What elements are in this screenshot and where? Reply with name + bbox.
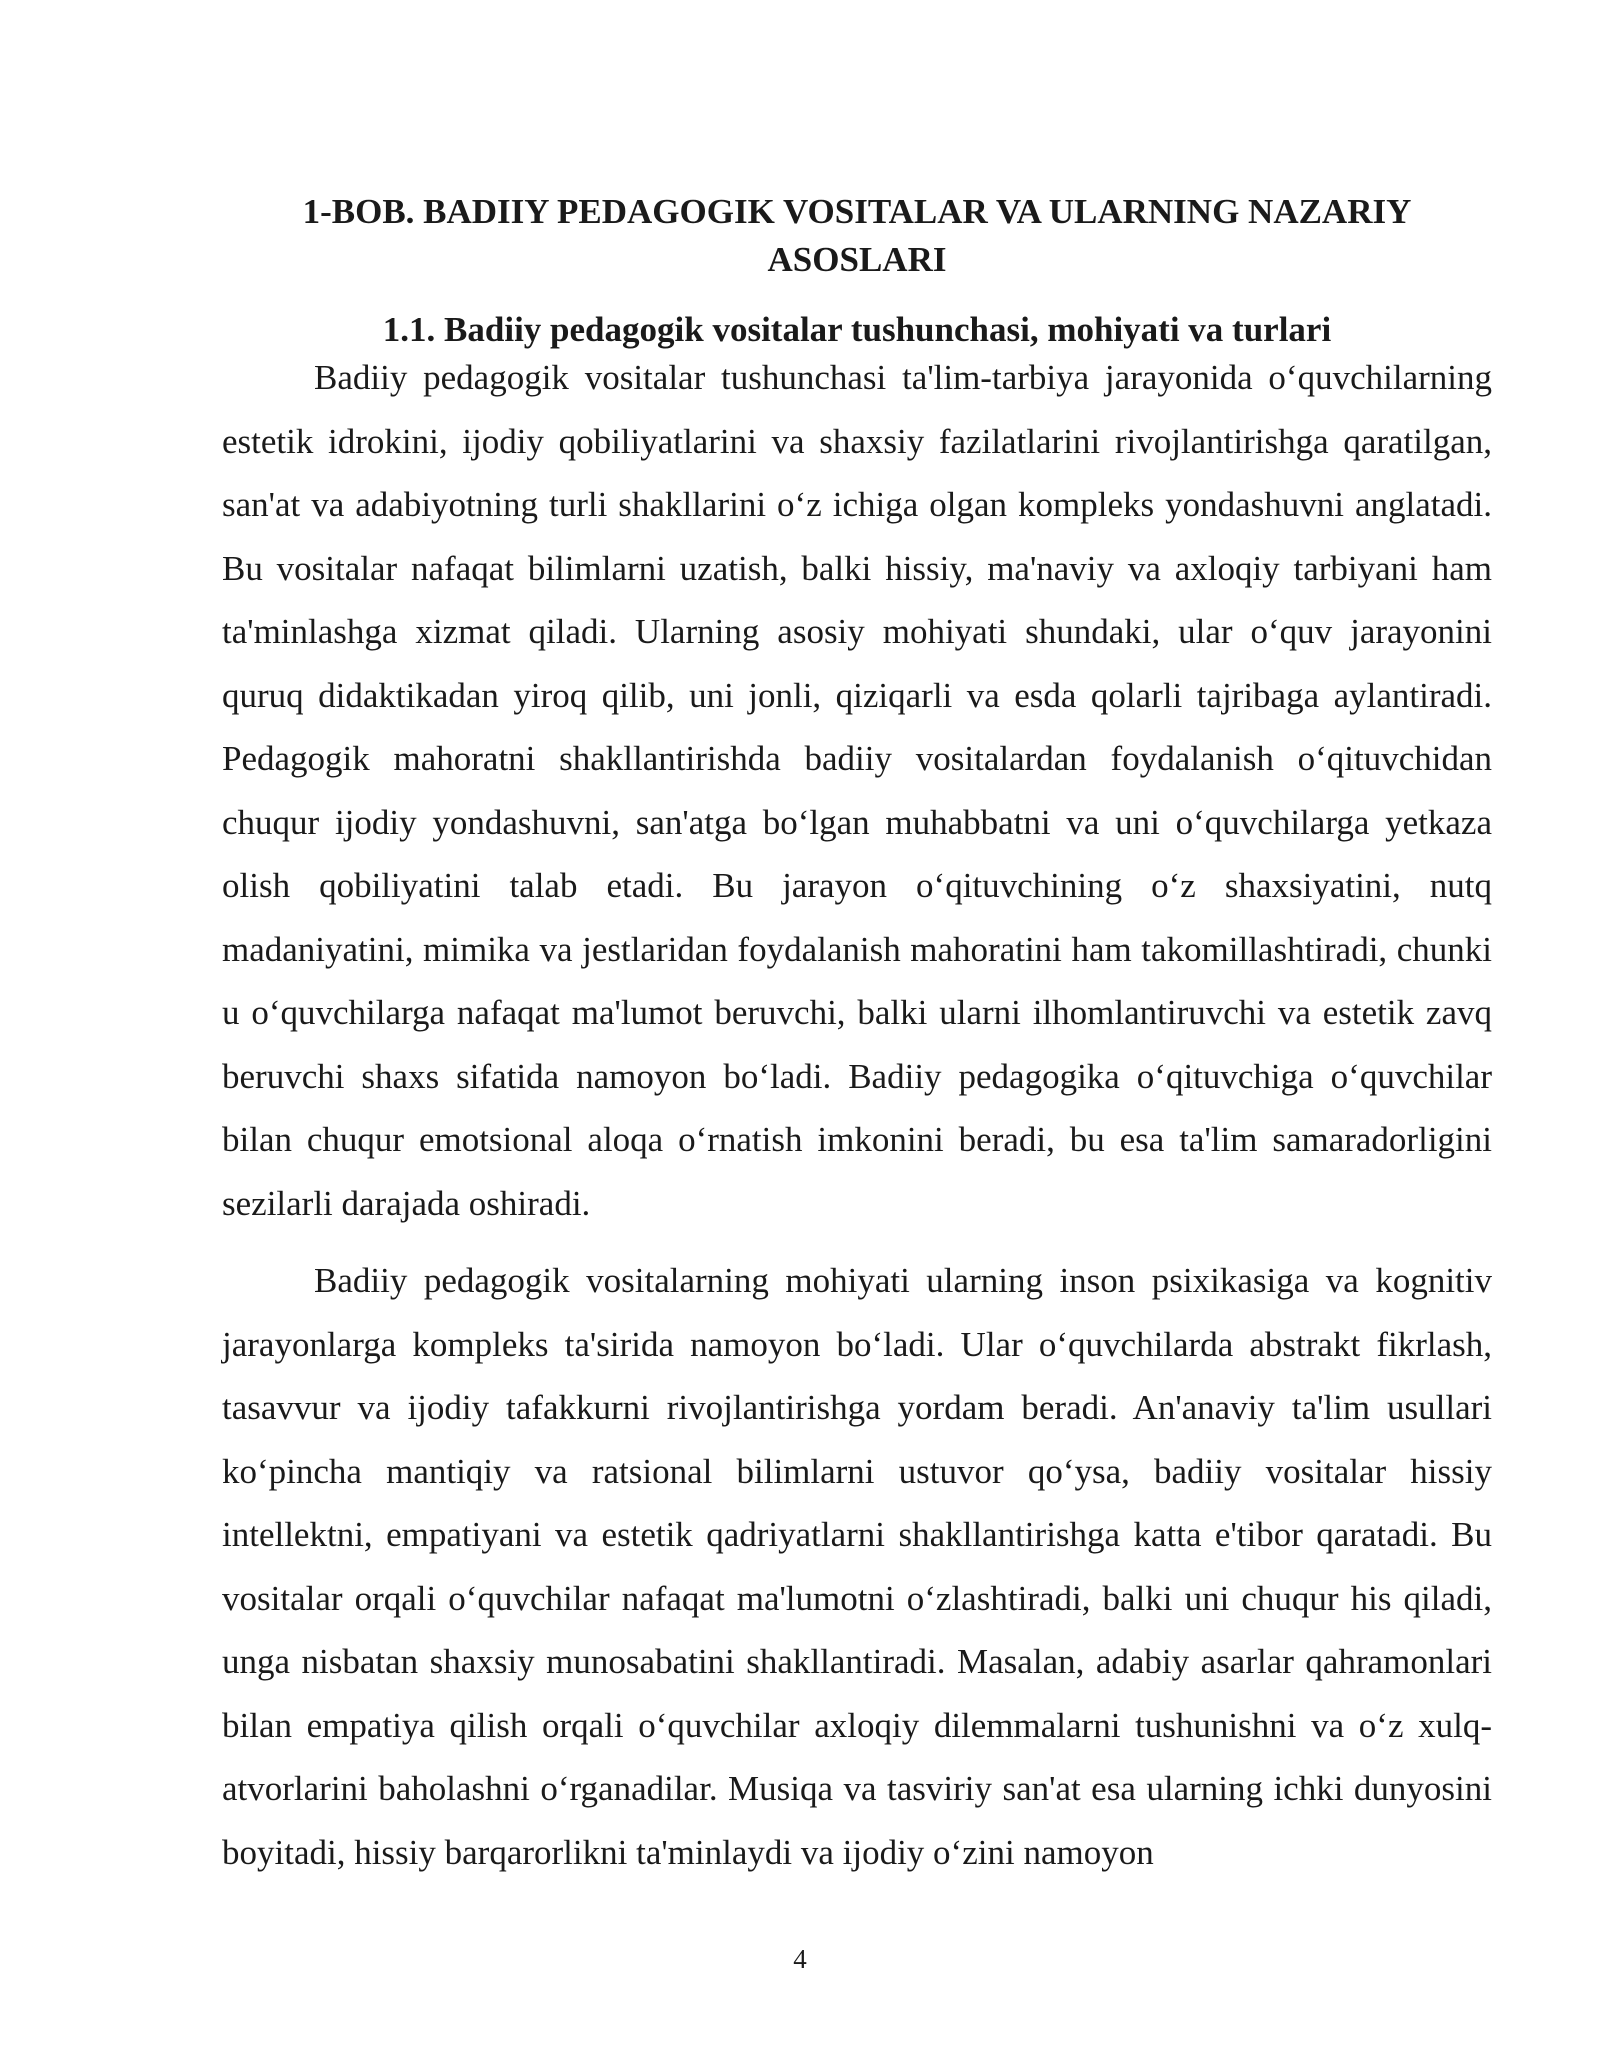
body-paragraph-2: Badiiy pedagogik vositalarning mohiyati ularning inson psixikasiga va kognitiv jarayonlarga kompleks ta'sirida namoyon bo‘ladi. Ular o‘quvchilarda abstrakt fikrlash, tasavvur va ijodiy tafakkurni rivojlantirishga yordam beradi. An'anaviy ta'lim usullari ko‘pincha mantiqiy va ratsional bilimlarni ustuvor qo‘ysa, badiiy vositalar hissiy intellektni, empatiyani va estetik qadriyatlarni shakllantirishga katta e'tibor qaratadi. Bu vositalar orqali o‘quvchilar nafaqat ma'lumotni o‘zlashtiradi, balki uni chuqur his qiladi, unga nisbatan shaxsiy munosabatini shakllantiradi. Masalan, adabiy asarlar qahramonlari bilan empatiya qilish orqali o‘quvchilar axloqiy dilemmalarni tushunishni va o‘z xulq-atvorlarini baholashni o‘rganadilar. Musiqa va tasviriy san'at esa ularning ichki dunyosini boyitadi, hissiy barqarorlikni ta'minlaydi va ijodiy o‘zini namoyon <box>222 1261 1492 1872</box>
page-number: 4 <box>793 1944 807 1974</box>
page-content <box>222 188 1492 1872</box>
body-paragraph-1: Badiiy pedagogik vositalar tushunchasi ta'lim-tarbiya jarayonida o‘quvchilarning estetik idrokini, ijodiy qobiliyatlarini va shaxsiy fazilatlarini rivojlantirishga qaratilgan, san'at va adabiyotning turli shakllarini o‘z ichiga olgan kompleks yondashuvni anglatadi. Bu vositalar nafaqat bilimlarni uzatish, balki hissiy, ma'naviy va axloqiy tarbiyani ham ta'minlashga xizmat qiladi. Ularning asosiy mohiyati shundaki, ular o‘quv jarayonini quruq didaktikadan yiroq qilib, uni jonli, qiziqarli va esda qolarli tajribaga aylantiradi. Pedagogik mahoratni shakllantirishda badiiy vositalardan foydalanish o‘qituvchidan chuqur ijodiy yondashuvni, san'atga bo‘lgan muhabbatni va uni o‘quvchilarga yetkaza olish qobiliyatini talab etadi. Bu jarayon o‘qituvchining o‘z shaxsiyatini, nutq madaniyatini, mimika va jestlaridan foydalanish mahoratini ham takomillashtiradi, chunki u o‘quvchilarga nafaqat ma'lumot beruvchi, balki ularni ilhomlantiruvchi va estetik zavq beruvchi shaxs sifatida namoyon bo‘ladi. Badiiy pedagogika o‘qituvchiga o‘quvchilar bilan chuqur emotsional aloqa o‘rnatish imkonini beradi, bu esa ta'lim samaradorligini sezilarli darajada oshiradi. <box>222 358 1492 1223</box>
section-title: 1.1. Badiiy pedagogik vositalar tushunchasi, mohiyati va turlari <box>382 310 1332 349</box>
chapter-title: 1-BOB. BADIIY PEDAGOGIK VOSITALAR VA ULARNING NAZARIY ASOSLARI <box>302 192 1412 279</box>
